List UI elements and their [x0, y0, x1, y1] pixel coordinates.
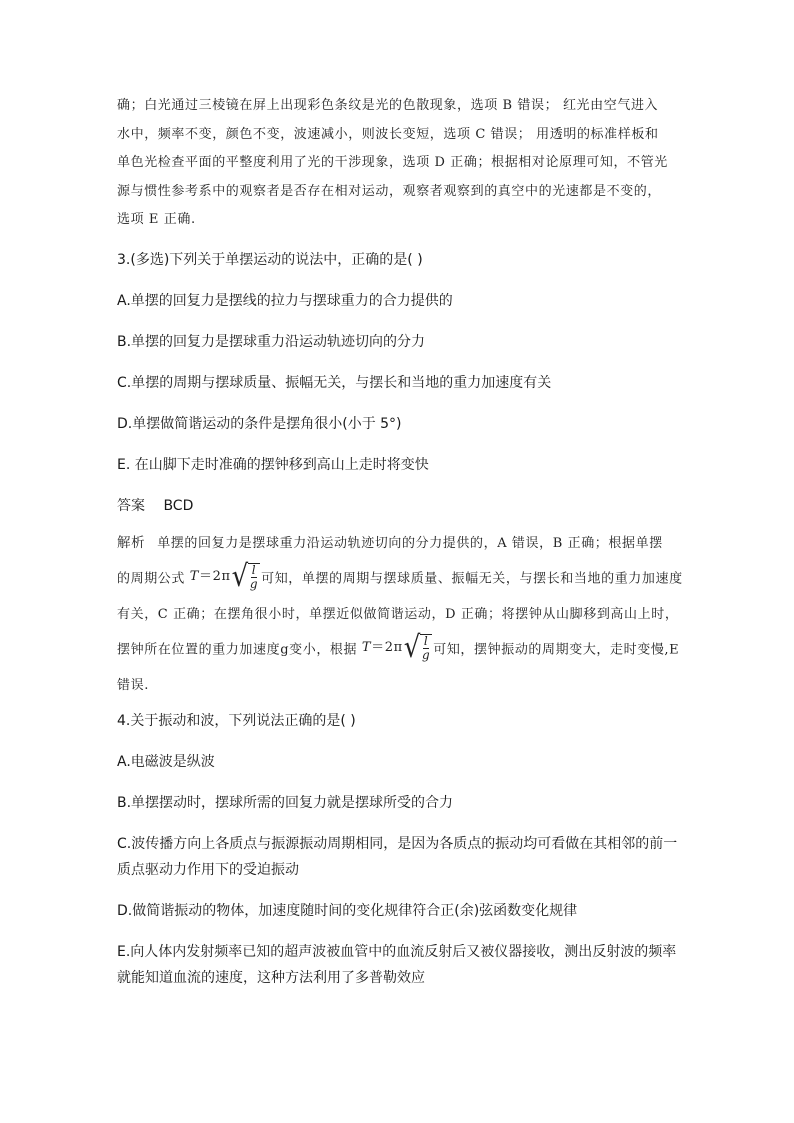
explanation-line: 选项 E 正确.: [117, 212, 196, 227]
question-4: [117, 708, 682, 991]
formula-denominator: g: [249, 576, 259, 591]
explanation-line: 水中，频率不变，颜色不变，波速减小，则波长变短，选项 C 错误； 用透明的标准样板和: [117, 126, 659, 142]
analysis-label: 解析: [117, 534, 146, 551]
sqrt-sign-icon: √: [231, 559, 249, 594]
formula-numerator: l: [423, 633, 429, 648]
option-line: C.波传播方向上各质点与振源振动周期相同，是因为各质点的振动均可看做在其相邻的前一: [117, 836, 678, 852]
analysis-text: 可知，摆钟振动的周期变大，走时变慢,E: [433, 642, 680, 658]
question-4-option-b: B.单摆摆动时，摆球所需的回复力就是摆球所受的合力: [117, 795, 454, 811]
period-formula: [190, 556, 261, 598]
question-3-option-a: A.单摆的回复力是摆线的拉力与摆球重力的合力提供的: [117, 292, 453, 309]
explanation-continuation: [117, 92, 682, 235]
question-4-option-a: A.电磁波是纵波: [117, 754, 215, 770]
formula-lhs: T: [361, 640, 372, 655]
question-3-answer: [117, 493, 682, 519]
explanation-line: 单色光检查平面的平整度利用了光的干涉现象，选项 D 正确；根据相对论原理可知，不管光: [117, 155, 668, 170]
option-line: 质点驱动力作用下的受迫振动: [117, 862, 299, 878]
analysis-text: 摆钟所在位置的重力加速度g变小，根据: [117, 642, 362, 658]
formula-eq: ＝2π: [199, 569, 231, 584]
analysis-line: [117, 529, 682, 559]
formula-lhs: T: [189, 569, 200, 584]
question-4-option-c: [117, 831, 682, 883]
period-formula: [362, 627, 433, 669]
document-page: [117, 92, 682, 991]
option-line: E.向人体内发射频率已知的超声波被血管中的血流反射后又被仪器接收，测出反射波的频率: [117, 944, 677, 960]
answer-value: BCD: [163, 497, 194, 514]
analysis-line: [117, 558, 682, 601]
option-line: 就能知道血流的速度，这种方法利用了多普勒效应: [117, 970, 425, 986]
analysis-text: 的周期公式: [117, 571, 190, 587]
formula-fraction: [248, 563, 260, 591]
analysis-line: 有关，C 正确；在摆角很小时，单摆近似做简谐运动，D 正确；将摆钟从山脚移到高山上时，: [117, 606, 679, 622]
sqrt-expression: [231, 559, 260, 594]
question-3-option-c: C.单摆的周期与摆球质量、振幅无关，与摆长和当地的重力加速度有关: [117, 374, 552, 391]
analysis-line: [117, 629, 682, 672]
question-3-option-e: E. 在山脚下走时准确的摆钟移到高山上走时将变快: [117, 456, 429, 473]
formula-denominator: g: [421, 647, 431, 662]
question-3: [117, 247, 682, 519]
sqrt-expression: [403, 630, 432, 665]
explanation-line: 确；白光通过三棱镜在屏上出现彩色条纹是光的色散现象，选项 B 错误； 红光由空气进入: [117, 98, 659, 113]
sqrt-sign-icon: √: [403, 630, 421, 665]
formula-eq: ＝2π: [371, 640, 403, 655]
analysis-text: 单摆的回复力是摆球重力沿运动轨迹切向的分力提供的，A 错误，B 正确；根据单摆: [157, 535, 663, 551]
formula-fraction: [420, 634, 432, 662]
question-4-option-d: D.做简谐振动的物体，加速度随时间的变化规律符合正(余)弦函数变化规律: [117, 903, 578, 919]
analysis-line: 错误.: [117, 677, 149, 693]
explanation-line: 源与惯性参考系中的观察者是否存在相对运动，观察者观察到的真空中的光速都是不变的，: [117, 183, 662, 199]
question-4-option-e: [117, 939, 682, 991]
question-3-stem: 3.(多选)下列关于单摆运动的说法中，正确的是( ): [117, 251, 423, 268]
question-4-stem: 4.关于振动和波，下列说法正确的是( ): [117, 713, 356, 729]
question-3-option-d: D.单摆做简谐运动的条件是摆角很小(小于 5°): [117, 415, 402, 432]
question-3-option-b: B.单摆的回复力是摆球重力沿运动轨迹切向的分力: [117, 333, 426, 350]
answer-label: 答案: [117, 497, 145, 514]
question-3-analysis: [117, 529, 682, 701]
formula-numerator: l: [251, 562, 257, 577]
analysis-text: 可知，单摆的周期与摆球质量、振幅无关，与摆长和当地的重力加速度: [261, 571, 683, 587]
